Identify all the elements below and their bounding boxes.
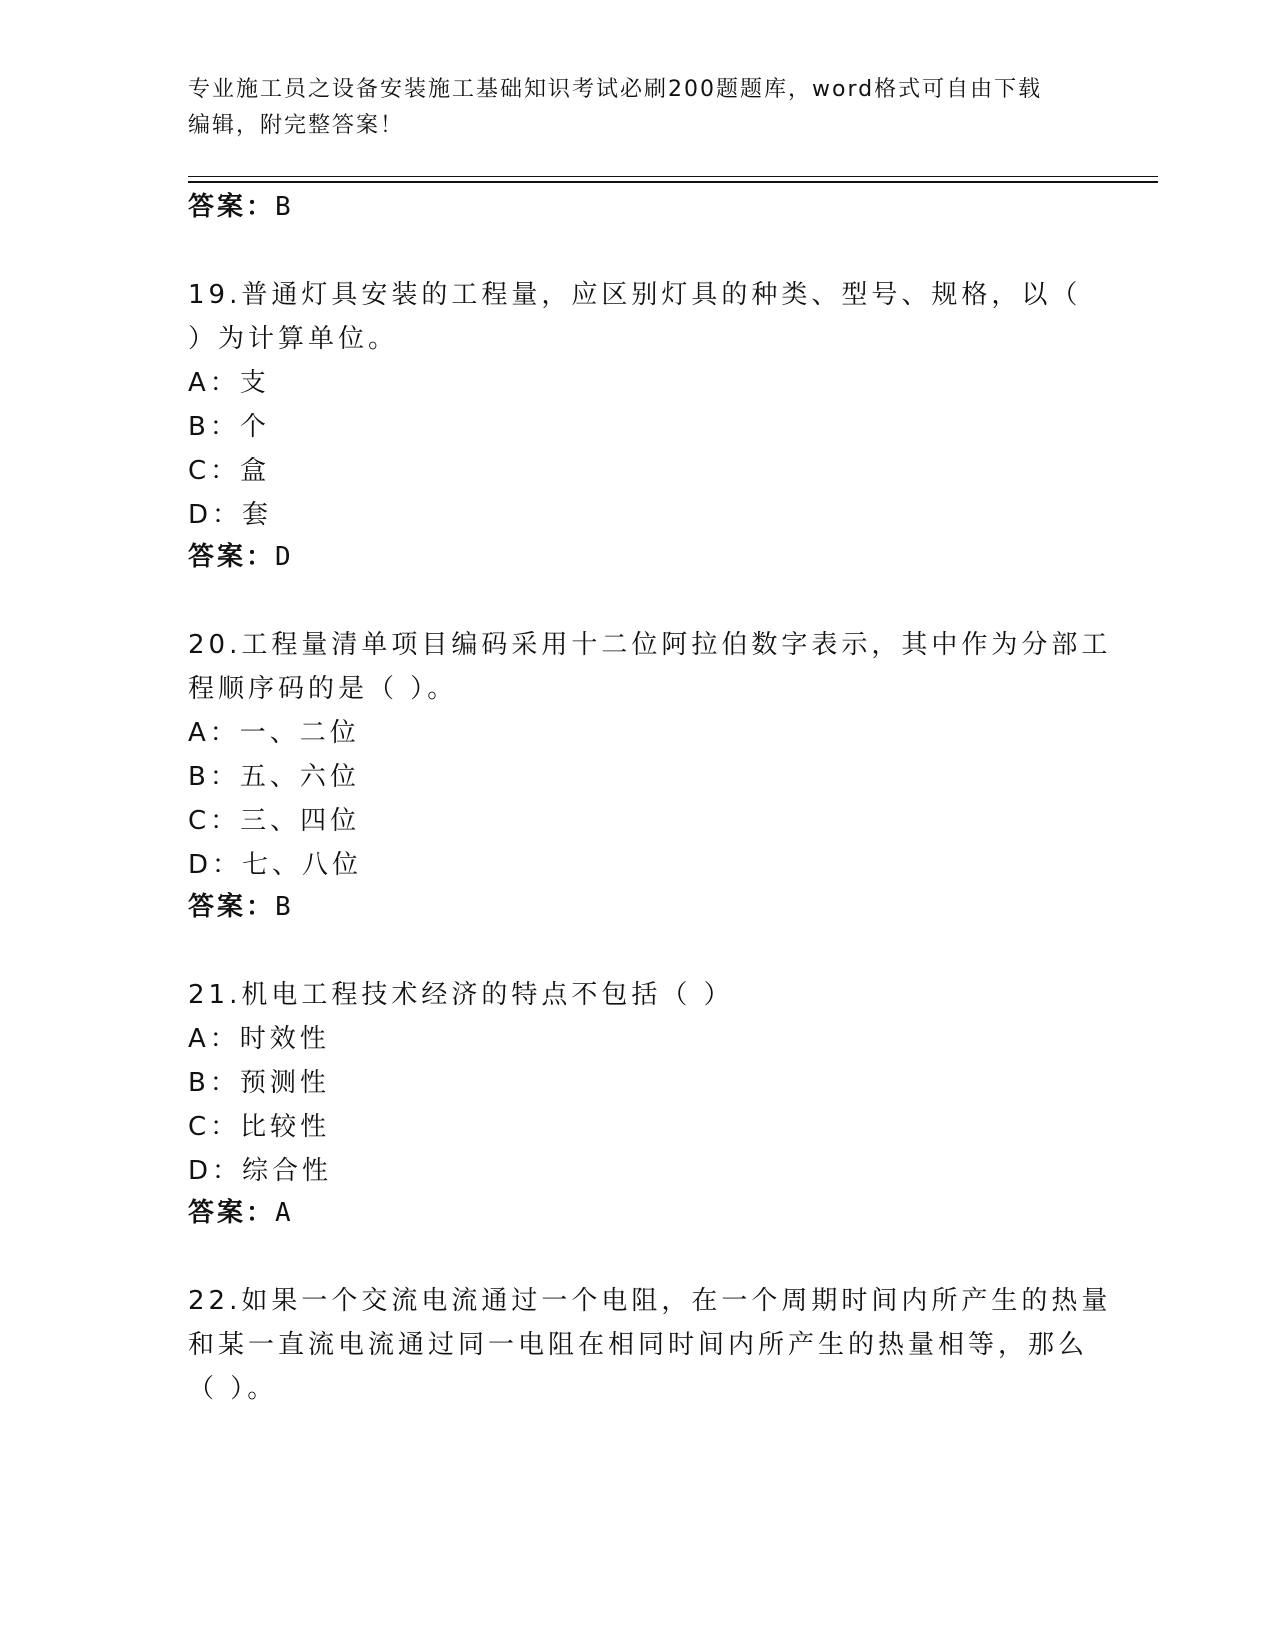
question-22-stem-line-2: 和某一直流电流通过同一电阻在相同时间内所产生的热量相等，那么	[188, 1330, 1089, 1360]
question-20-stem-line-1: 20.工程量清单项目编码采用十二位阿拉伯数字表示，其中作为分部工	[188, 630, 1112, 660]
answer-line-q21	[188, 1192, 294, 1229]
question-20-stem-line-2: 程顺序码的是（ ）。	[188, 674, 458, 704]
header-divider-thin	[188, 176, 1158, 177]
answer-label: 答案：	[188, 1198, 276, 1228]
header-line-1: 专业施工员之设备安装施工基础知识考试必刷200题题库，word格式可自由下载	[188, 77, 1043, 102]
question-21-option-b: B：预测性	[188, 1068, 330, 1098]
answer-line-q20	[188, 886, 294, 923]
question-19-option-c: C：盒	[188, 456, 271, 486]
header-divider-thick	[188, 181, 1158, 183]
answer-value: A	[275, 1198, 294, 1228]
answer-label: 答案：	[188, 542, 276, 572]
question-19-option-b: B：个	[188, 412, 270, 442]
document-header	[188, 72, 1068, 144]
question-19-stem-line-1: 19.普通灯具安装的工程量，应区别灯具的种类、型号、规格，以（	[188, 280, 1082, 310]
question-22-stem-line-1: 22.如果一个交流电流通过一个电阻，在一个周期时间内所产生的热量	[188, 1286, 1112, 1316]
answer-value: D	[275, 542, 294, 572]
question-22-stem-line-3: （ ）。	[188, 1374, 278, 1404]
answer-line-q19	[188, 536, 294, 573]
question-21-option-c: C：比较性	[188, 1112, 331, 1142]
answer-line-q18	[188, 186, 294, 223]
answer-value: B	[275, 892, 294, 922]
answer-label: 答案：	[188, 892, 276, 922]
question-19-stem-line-2: ）为计算单位。	[188, 324, 399, 354]
question-21-option-a: A：时效性	[188, 1024, 330, 1054]
question-19-option-d: D：套	[188, 500, 273, 530]
answer-value: B	[275, 192, 294, 222]
question-20-option-c: C：三、四位	[188, 806, 361, 836]
header-line-2: 编辑，附完整答案！	[188, 113, 405, 138]
answer-label: 答案：	[188, 192, 276, 222]
question-20-option-b: B：五、六位	[188, 762, 360, 792]
question-20-option-d: D：七、八位	[188, 850, 363, 880]
question-19-option-a: A：支	[188, 368, 270, 398]
question-21-stem-line-1: 21.机电工程技术经济的特点不包括（ ）	[188, 980, 734, 1010]
question-20-option-a: A：一、二位	[188, 718, 360, 748]
question-21-option-d: D：综合性	[188, 1156, 333, 1186]
